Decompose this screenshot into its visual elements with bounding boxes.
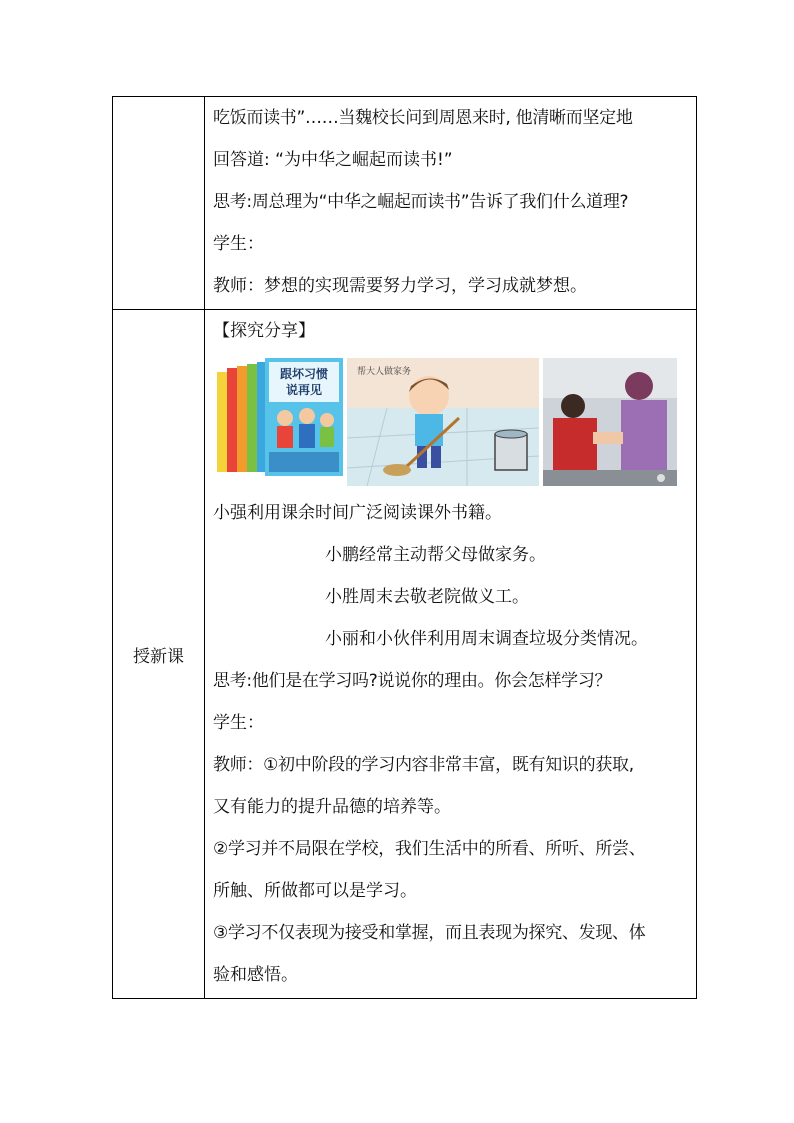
text-line: 回答道: “为中华之崛起而读书!”: [213, 150, 453, 170]
label-cell-empty: [113, 97, 205, 310]
books-title-line2: 说再见: [285, 383, 323, 397]
content-cell: [205, 97, 697, 310]
books-image: [213, 358, 343, 486]
books-title-line1: 跟坏习惯: [279, 367, 329, 381]
text-line: 验和感悟。: [213, 965, 298, 985]
text-line: 思考:周总理为“中华之崛起而读书”告诉了我们什么道理?: [213, 192, 629, 212]
text-line: 所触、所做都可以是学习。: [213, 881, 417, 901]
content-cell: [205, 310, 697, 999]
row-label: 授新课: [113, 310, 205, 999]
text-line: 思考:他们是在学习吗?说说你的理由。你会怎样学习？: [213, 671, 612, 691]
section-title: 【探究分享】: [213, 321, 315, 341]
text-line: 又有能力的提升品德的培养等。: [213, 797, 451, 817]
text-line: 教师：①初中阶段的学习内容非常丰富，既有知识的获取,: [213, 755, 634, 775]
text-line: 小鹏经常主动帮父母做家务。: [325, 545, 546, 565]
text-line: 吃饭而读书”……当魏校长问到周恩来时, 他清晰而坚定地: [213, 108, 633, 128]
lesson-table: [112, 96, 697, 999]
housework-image: [347, 358, 539, 486]
text-line: ②学习并不局限在学校，我们生活中的所看、所听、所尝、: [213, 839, 646, 859]
nursing-home-photo: [543, 358, 677, 486]
text-line: 小丽和小伙伴利用周末调查垃圾分类情况。: [325, 629, 648, 649]
housework-caption: 帮大人做家务: [357, 367, 412, 377]
text-line: ③学习不仅表现为接受和掌握，而且表现为探究、发现、体: [213, 923, 646, 943]
text-line: 学生：: [213, 713, 264, 733]
table-row: [113, 97, 697, 310]
table-row: [113, 310, 697, 999]
text-line: 小胜周末去敬老院做义工。: [325, 587, 529, 607]
text-line: 教师：梦想的实现需要努力学习，学习成就梦想。: [213, 276, 587, 296]
text-line: 小强利用课余时间广泛阅读课外书籍。: [213, 503, 502, 523]
text-line: 学生：: [213, 234, 264, 254]
image-strip: [213, 358, 690, 486]
